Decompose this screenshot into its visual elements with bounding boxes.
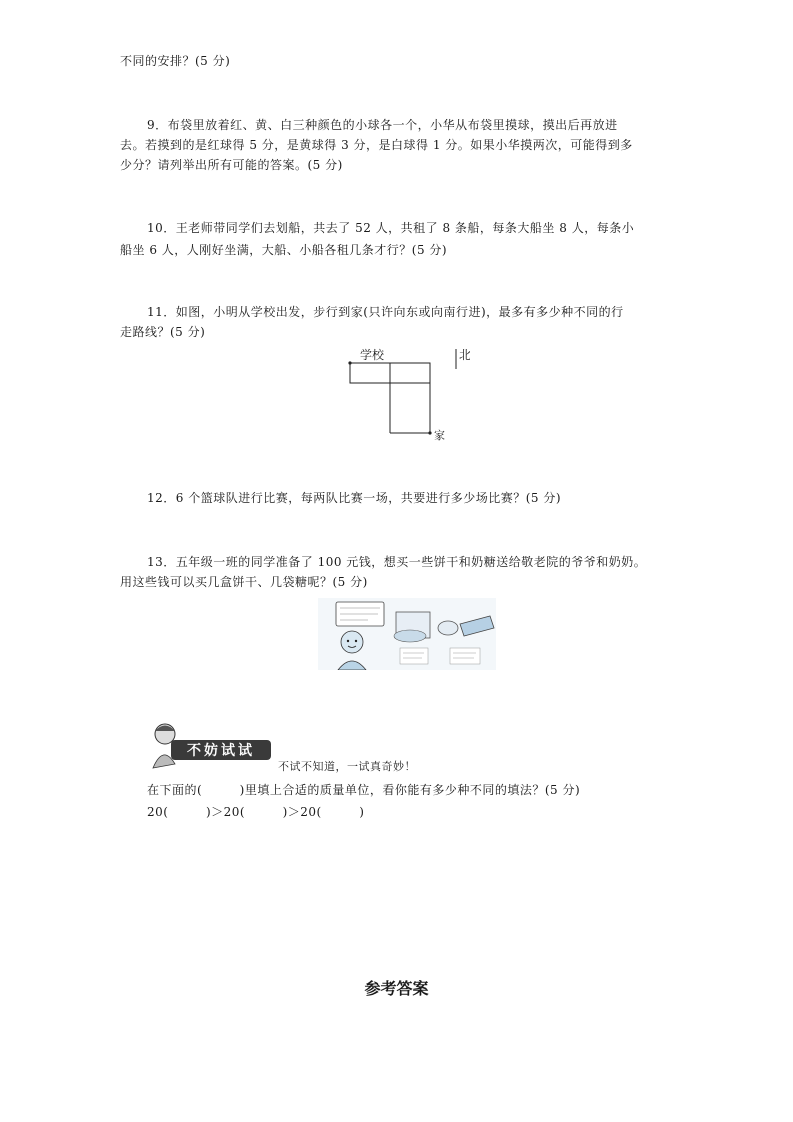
question-12-line-1: 12．6 个篮球队进行比赛，每两队比赛一场，共要进行多少场比赛？(5 分) [147, 491, 562, 505]
answers-title: 参考答案 [364, 979, 429, 998]
shopping-cartoon-svg [318, 598, 496, 670]
try-it-badge-svg [147, 718, 277, 772]
home-label: 家 [434, 429, 445, 442]
question-13-line-1: 13．五年级一班的同学准备了 100 元钱，想买一些饼干和奶糖送给敬老院的爷爷和奶奶。 [147, 555, 647, 569]
try-it-badge [147, 718, 277, 772]
page-top-line: 不同的安排？(5 分) [120, 54, 231, 68]
bonus-slogan: 不试不知道，一试真奇妙！ [278, 760, 416, 773]
question-13-line-2: 用这些钱可以买几盒饼干、几袋糖呢？(5 分) [120, 575, 368, 589]
question-11-line-2: 走路线？(5 分) [120, 325, 206, 339]
biscuit-price-tag [400, 648, 428, 664]
shopping-cartoon-illustration [318, 598, 496, 670]
school-point [348, 361, 351, 364]
question-9-line-1 [147, 115, 673, 135]
question-9-text-1: 9．布袋里放着红、黄、白三种颜色的小球各一个，小华从布袋里摸球，摸出后再放进 [147, 118, 618, 132]
question-9-line-3: 少分？请列举出所有可能的答案。(5 分) [120, 158, 343, 172]
home-point [428, 431, 431, 434]
question-9-line-2: 去。若摸到的是红球得 5 分，是黄球得 3 分，是白球得 1 分。如果小华摸两次，可能得到多 [120, 138, 633, 152]
bonus-answer-blanks: 20( )＞20( )＞20( ) [147, 805, 365, 819]
route-grid-svg [340, 343, 470, 443]
question-10-line-1: 10．王老师带同学们去划船，共去了 52 人，共租了 8 条船，每条大船坐 8 人，每条小 [147, 221, 635, 235]
candy-bag-icon [438, 621, 458, 635]
candy-price-tag [450, 648, 480, 664]
child-head-icon [341, 631, 363, 653]
north-label: 北 [459, 348, 470, 362]
badge-text: 不妨试试 [187, 743, 255, 759]
bonus-question-line-1: 在下面的( )里填上合适的质量单位，看你能有多少种不同的填法？(5 分) [147, 783, 581, 797]
question-11-line-1: 11．如图，小明从学校出发，步行到家(只许向东或向南行进)，最多有多少种不同的行 [147, 305, 624, 319]
route-grid-figure [340, 343, 470, 443]
question-10-line-2: 船坐 6 人，人刚好坐满，大船、小船各租几条才行？(5 分) [120, 243, 448, 257]
school-label: 学校 [360, 348, 385, 362]
